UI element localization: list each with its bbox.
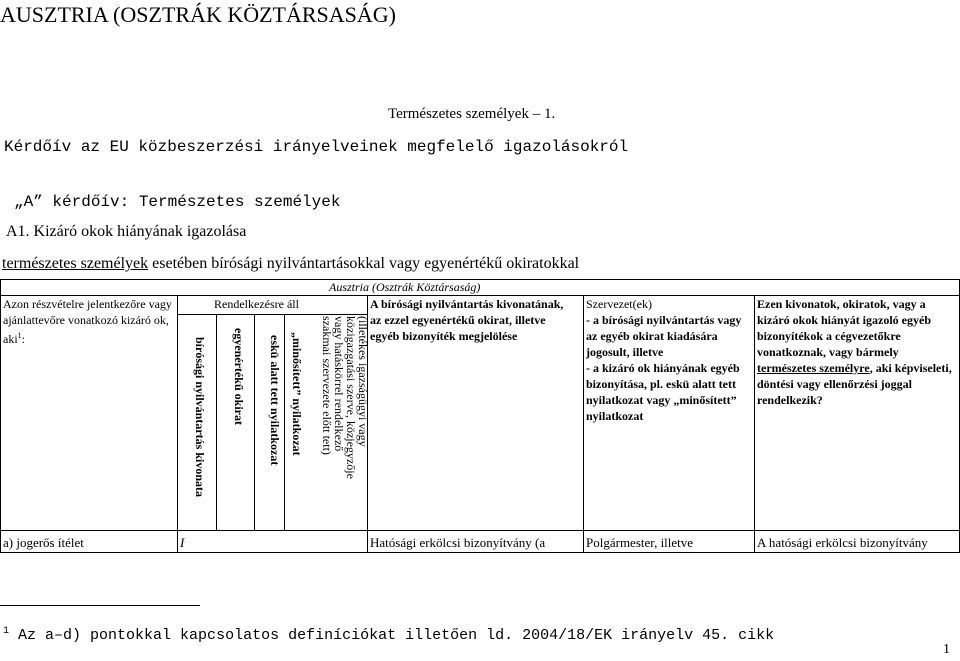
subcol-qualified-statement: „minősített” nyilatkozat [290,332,304,456]
intro-text [2,255,579,273]
table-row-border [0,530,960,531]
questionnaire-title: Kérdőív az EU közbeszerzési irányelveinek megfelelő igazolásokról [4,138,629,156]
col-header-exclusion [3,296,173,347]
subcol-qualified-note-2: közigazgatási szerve, közjegyzője [344,316,358,479]
table-country-caption: Ausztria (Osztrák Köztársaság) [329,280,481,294]
col-header-document: A bírósági nyilvántartás kivonatának, az ezzel egyenértékű okirat, illetve egyéb bizonyíték megjelölése [370,297,564,343]
org-header-line-2: - a bírósági nyilvántartás vagy az egyéb okirat kiadására jogosult, illetve [586,313,742,359]
col-header-exclusion-text: Azon részvételre jelentkezőre vagy ajánlattevőre vonatkozó kizáró ok, aki [3,297,172,346]
scope-text-2: , aki képviseleti, döntési vagy ellenőrzési joggal rendelkezik? [757,361,952,407]
scope-underlined: természetes személyre [757,361,870,375]
col-divider [583,295,584,552]
col-divider [754,295,755,552]
row-a-label: a) jogerős ítélet [3,535,84,550]
subcol-divider [254,314,255,530]
footnote-ref: 1 [17,331,22,340]
subcol-court-extract: bírósági nyilvántartás kivonata [193,337,207,498]
col-divider [177,295,178,552]
footnote-rule [0,605,200,606]
row-a-mark: I [180,535,185,550]
col-header-scope [757,296,957,408]
footnote-text: Az a–d) pontokkal kapcsolatos definíciókat illetően ld. 2004/18/EK irányelv 45. cikk [18,627,775,644]
org-header-line-1: Szervezet(ek) [586,297,652,311]
col-header-available: Rendelkezésre áll [214,297,299,311]
intro-underlined: természetes személyek [2,255,149,272]
table-left-border [0,279,1,552]
table-bottom-border [0,552,960,553]
page-subtitle: Természetes személyek – 1. [388,106,556,122]
subcol-qualified-note-4: szakmai szervezete előtt tett) [320,316,334,455]
row-a-scope: A hatósági erkölcsi bizonyítvány [757,535,928,550]
row-a-document: Hatósági erkölcsi bizonyítvány (a [370,535,546,550]
page-title: AUSZTRIA (OSZTRÁK KÖZTÁRSASÁG) [0,2,397,27]
subcol-qualified-note-3: vagy hatáskörrel rendelkező [332,316,346,452]
subcol-equivalent-document: egyenértékű okirat [232,328,246,425]
section-heading: A1. Kizáró okok hiányának igazolása [6,223,247,240]
subcol-divider [216,314,217,530]
col-header-colon: : [21,332,26,346]
subcol-divider [284,314,285,530]
org-header-line-3: - a kizáró ok hiányának egyéb bizonyítása, pl. eskü alatt tett nyilatkozat vagy „minősített” nyilatkozat [586,361,740,423]
subcol-sworn-statement: eskü alatt tett nyilatkozat [268,335,282,466]
questionnaire-type: „A” kérdőív: Természetes személyek [14,193,341,211]
page-number: 1 [943,642,950,657]
scope-text-1: Ezen kivonatok, okiratok, vagy a kizáró okok hiányát igazoló egyéb bizonyítékok a cégvezetőkre vonatkoznak, vagy bármely [757,297,932,359]
subcol-qualified-note-1: (illetékes igazságügyi vagy [356,316,370,447]
footnote [3,626,774,644]
intro-rest: esetében bírósági nyilvántartásokkal vagy egyenértékű okiratokkal [148,255,580,272]
footnote-number: 1 [3,626,10,637]
col-header-organisation [586,296,751,424]
available-subheader-border [177,314,367,315]
row-a-organisation: Polgármester, illetve [586,535,694,550]
